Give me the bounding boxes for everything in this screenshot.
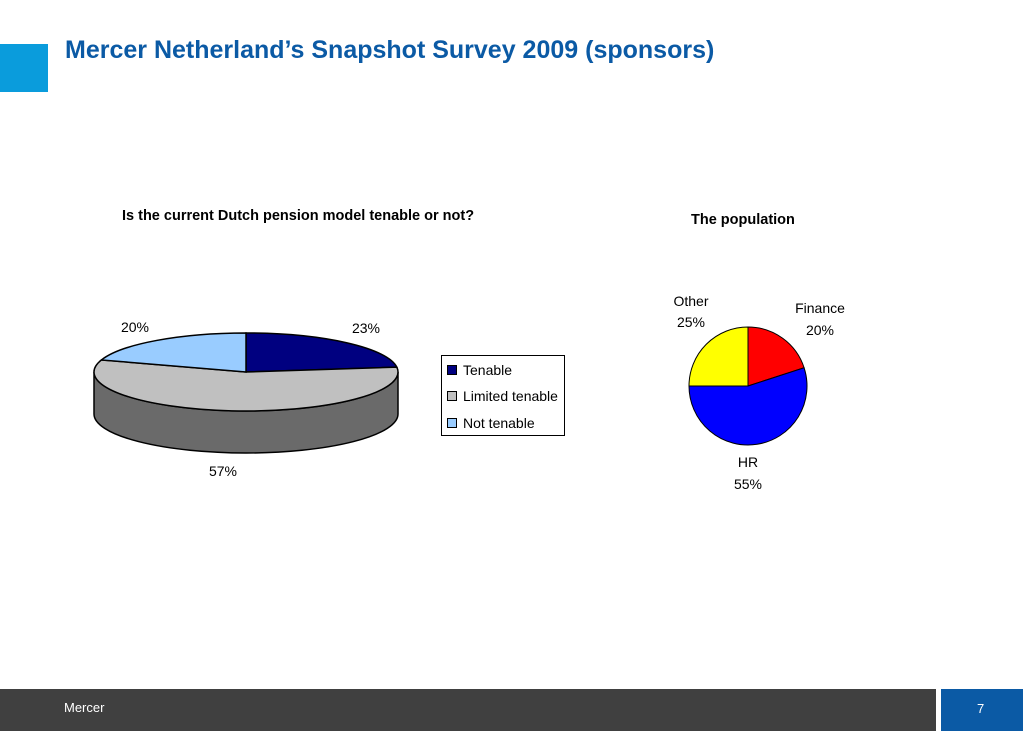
- pie2-label-finance: 20%: [805, 322, 835, 338]
- slide-title: Mercer Netherland’s Snapshot Survey 2009 (sponsors): [65, 36, 715, 64]
- pie1-label-tenable: 23%: [351, 320, 381, 336]
- page-number: 7: [977, 701, 985, 716]
- legend-item-not-tenable: [447, 415, 535, 431]
- pie1-label-not-tenable: 20%: [120, 319, 150, 335]
- legend-item-limited-tenable: [447, 388, 558, 404]
- pie2-category-other: Other: [673, 293, 709, 309]
- footer-company: Mercer: [64, 700, 105, 715]
- chart2-title: The population: [691, 212, 795, 228]
- pie1-label-limited-tenable: 57%: [208, 463, 238, 479]
- pie2-category-finance: Finance: [795, 300, 845, 316]
- legend-label-limited-tenable: Limited tenable: [463, 388, 558, 404]
- pie2-label-other: 25%: [676, 314, 706, 330]
- pie2-category-hr: HR: [737, 454, 759, 470]
- chart1-legend: [441, 355, 565, 436]
- pie1-slice-tenable: [246, 333, 397, 372]
- pie2-label-hr: 55%: [733, 476, 763, 492]
- legend-swatch-limited-tenable: [447, 391, 457, 401]
- footer-bar: [0, 689, 936, 731]
- pie2-slice-other: [689, 327, 748, 386]
- legend-item-tenable: [447, 362, 512, 378]
- legend-label-not-tenable: Not tenable: [463, 415, 535, 431]
- chart1-title: Is the current Dutch pension model tenable or not?: [122, 208, 475, 224]
- legend-swatch-not-tenable: [447, 418, 457, 428]
- legend-swatch-tenable: [447, 365, 457, 375]
- legend-label-tenable: Tenable: [463, 362, 513, 378]
